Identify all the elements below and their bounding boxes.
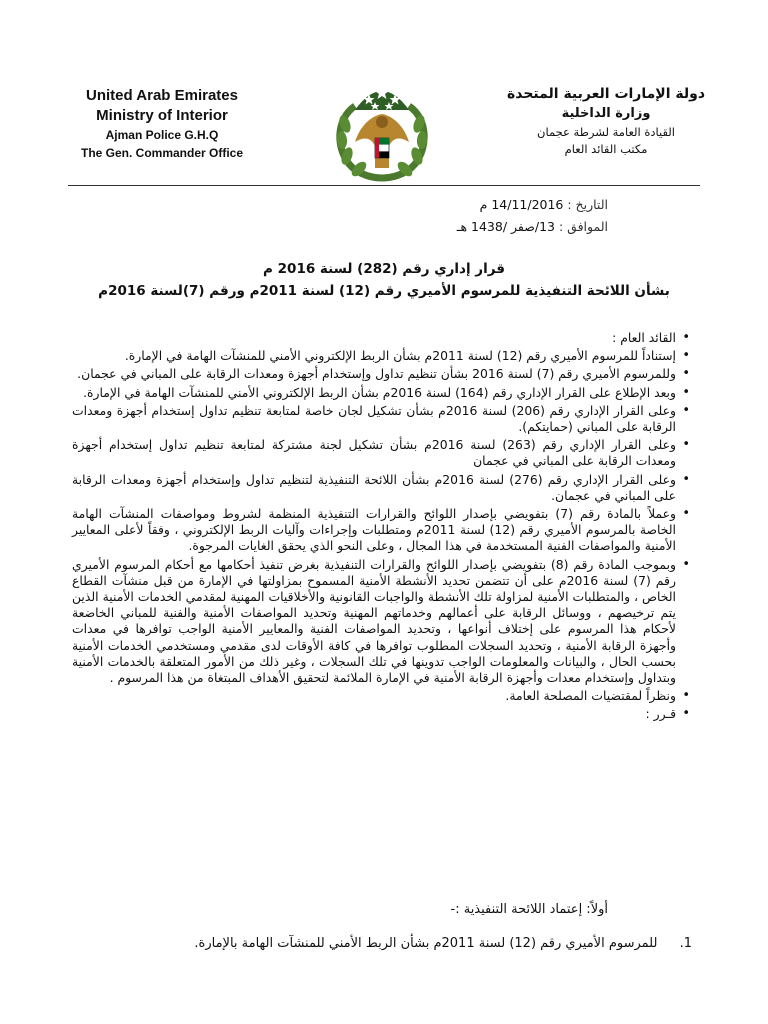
date-label: التاريخ :	[567, 197, 608, 212]
police-hq-en: Ajman Police G.H.Q	[105, 128, 219, 142]
header-arabic	[496, 84, 716, 158]
list-item: • إستناداً للمرسوم الأميري رقم (12) لسنة 2011م بشأن الربط الإلكتروني الأمني للمنشآت الهامة في الإمارة.	[72, 348, 676, 364]
hijri-date-line	[457, 216, 608, 238]
list-item: • وبعد الإطلاع على القرار الإداري رقم (164) لسنة 2016م بشأن الربط الإلكتروني الأمني للمنشآت الهامة في الإمارة.	[72, 385, 676, 401]
section-heading: أولاً: إعتماد اللائحة التنفيذية :-	[450, 902, 608, 917]
gregorian-date-line	[457, 194, 608, 216]
decision-number: قرار إداري رقم (282) لسنة 2016 م	[263, 261, 505, 277]
list-item: • وعلى القرار الإداري رقم (206) لسنة 2016م بشأن تشكيل لجان خاصة لمتابعة تنظيم تداول إستخدام أجهزة ومعدات الرقابة على المباني (حمايتكم).	[72, 403, 676, 435]
list-item: • ونظراً لمقتضيات المصلحة العامة.	[72, 688, 676, 704]
list-item: • وللمرسوم الأميري رقم (7) لسنة 2016 بشأن تنظيم تداول وإستخدام أجهزة ومعدات الرقابة على المباني في عجمان.	[72, 366, 676, 382]
date-block	[457, 194, 608, 238]
list-item: • وعلى القرار الإداري رقم (276) لسنة 2016م بشأن اللائحة التنفيذية لتنظيم تداول وإستخدام أجهزة ومعدات الرقابة على المباني في عجمان.	[72, 472, 676, 504]
header-divider	[68, 185, 700, 186]
preamble-list	[72, 330, 692, 723]
list-item: • وعملاً بالمادة رقم (7) بتفويضي بإصدار اللوائح والقرارات التنفيذية المنظمة لشروط ومواصفات المنشآت الهامة الخاصة بالمرسوم الأميري رقم (12) لسنة 2011م ومتطلبات وإجراءات وآليات الربط الإلكتروني ، وفقاً لأعلى المعايير الأمنية والمواصفات الفنية المستخدمة في هذا المجال ، وعلى النحو الذي يحقق الغايات المرجوة.	[72, 506, 676, 555]
country-name-en: United Arab Emirates	[86, 87, 238, 104]
decision-title	[68, 258, 700, 302]
hijri-label: الموافق :	[558, 219, 608, 234]
numbered-item	[194, 936, 692, 951]
uae-falcon-emblem-icon	[325, 76, 439, 182]
ministry-name-en: Ministry of Interior	[96, 107, 228, 124]
decision-body	[72, 330, 692, 725]
police-hq-ar: القيادة العامة لشرطة عجمان	[537, 125, 675, 139]
decision-subject: بشأن اللائحة التنفيذية للمرسوم الأميري رقم (12) لسنة 2011م ورقم (7)لسنة 2016م	[98, 283, 670, 299]
item-text: للمرسوم الأميري رقم (12) لسنة 2011م بشأن الربط الأمني للمنشآت الهامة بالإمارة.	[194, 936, 658, 951]
office-name-en: The Gen. Commander Office	[80, 146, 244, 160]
hijri-value: 13/صفر /1438 هـ	[456, 219, 555, 234]
list-item: • وعلى القرار الإداري رقم (263) لسنة 2016م بشأن تشكيل لجنة مشتركة لمتابعة تنظيم تداول إستخدام أجهزة ومعدات الرقابة على المباني في عجمان	[72, 437, 676, 469]
office-name-ar: مكتب القائد العام	[564, 142, 648, 156]
list-item: • وبموجب المادة رقم (8) بتفويضي بإصدار اللوائح والقرارات التنفيذية بغرض تنفيذ أحكامها مع أحكام المرسوم الأميري رقم (7) لسنة 2016م على أن تتضمن تحديد الأنشطة الأمنية المسموح بمزاولتها في الإمارة من قبل منشآت القطاع الخاص ، والمتطلبات الأمنية لمزاولة تلك الأنشطة والواجبات القانونية والأخلاقيات المهنية لمقدمي الخدمات الأمنية الذين يتم ترخيصهم ، ووسائل الرقابة على أعمالهم وخدماتهم المهنية وتحديد المواصفات الأمنية والفنية للمباني الخاضعة لأحكام هذا المرسوم على إختلاف أنواعها ، وتحديد المواصفات الفنية والمعايير الأمنية الواجب توافرها في معدات وأجهزة الرقابة الأمنية ، وتحديد السجلات المطلوب توافرها في كافة الأوقات لدى مقدمي ومستخدمي الخدمات الأمنية بحسب الحال ، والبيانات والمعلومات الواجب تدوينها في تلك السجلات ، وغير ذلك من الأمور المتعلقة بالخدمات الأمنية وبتداول وإستخدام معدات وأجهزة الرقابة الأمنية في الإمارة الملائمة لتحقيق الأهداف المبتغاة من هذا المرسوم .	[72, 557, 676, 687]
header-english	[62, 86, 262, 162]
item-number: 1.	[679, 936, 692, 951]
ministry-name-ar: وزارة الداخلية	[561, 106, 651, 121]
list-item: • قـرر :	[72, 706, 676, 722]
date-value: 14/11/2016 م	[479, 197, 564, 212]
country-name-ar: دولة الإمارات العربية المتحدة	[506, 86, 706, 102]
list-item: • القائد العام :	[72, 330, 676, 346]
